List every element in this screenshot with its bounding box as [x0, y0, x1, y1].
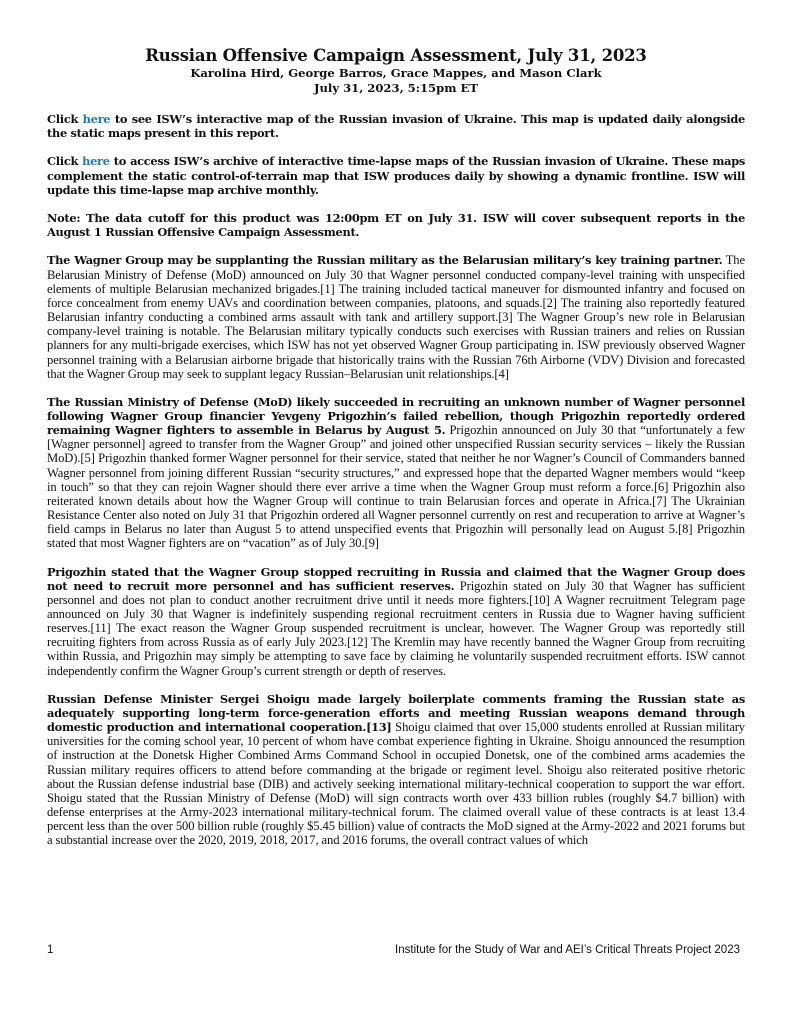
data-cutoff-note: Note: The data cutoff for this product was 12:00pm ET on July 31. ISW will cover subsequent reports in the August 1 Russian Offensive Campaign Assessment.: [47, 211, 745, 240]
section-lead: Russian Defense Minister Sergei Shoigu made largely boilerplate comments framing the Russian state as adequately supporting long-term force-generation efforts and meeting Russian weapons demand through domestic production and international cooperation.[13]: [47, 691, 745, 735]
section-lead: The Wagner Group may be supplanting the Russian military as the Belarusian military’s key training partner.: [47, 253, 723, 268]
document-date: July 31, 2023, 5:15pm ET: [314, 81, 478, 95]
section-paragraph: [47, 395, 745, 551]
section-body: Shoigu claimed that over 15,000 students enrolled at Russian military universities for the coming school year, 10 percent of whom have combat experience fighting in Ukraine. Shoigu announced the resumption of instruction at the Donetsk Higher Combined Arms Command School in occupied Donetsk, one of the combined arms academies the Russian military requires officers to attend before commanding at the brigade or regiment level. Shoigu also reiterated positive rhetoric about the Russian defense industrial base (DIB) and actively seeking international military-technical cooperation to support the war effort. Shoigu stated that the Russian Ministry of Defense (MoD) will sign contracts worth over 433 billion rubles (roughly $4.7 billion) with defense enterprises at the Army-2023 international military-technical forum. The claimed overall value of these contracts is at least 13.4 percent less than the over 500 billion ruble (roughly $5.45 billion) value of contracts the MoD signed at the Army-2022 and 2021 forums but a substantial increase over the 2020, 2019, 2018, 2017, and 2016 forums, the overall contract values of which: [47, 720, 745, 848]
section-body: Prigozhin stated on July 30 that Wagner has sufficient personnel and does not plan to conduct another recruitment drive until it needs more fighters.[10] A Wagner recruitment Telegram page announced on July 30 that Wagner is indefinitely suspending regional recruitment centers in Russia due to Wagner having sufficient reserves.[11] The exact reason the Wagner Group suspended recruitment is unclear, however. The Wagner Group was reportedly still recruiting fighters from across Russia as of early July 2023.[12] The Kremlin may have recently banned the Wagner Group from recruiting within Russia, and Prigozhin may simply be attempting to save face by claiming he voluntarily suspended recruitment efforts. ISW cannot independently confirm the Wagner Group’s current strength or depth of reserves.: [47, 578, 745, 678]
section-body: Prigozhin announced on July 30 that “unfortunately a few [Wagner personnel] agreed to transfer from the Wagner Group” and joined other unspecified Russian security services – likely the Russian MoD).[5] Prigozhin thanked former Wagner personnel for their service, stated that neither he nor Wagner’s Council of Commanders banned Wagner personnel from joining different Russian “security structures,” and expressed hope that the departed Wagner members would “keep in touch” so that they can rejoin Wagner should there ever arrive a time when the Wagner Group must reform a force.[6] Prigozhin also reiterated known details about how the Wagner Group will continue to train Belarusian forces and operate in Africa.[7] The Ukrainian Resistance Center also noted on July 31 that Prigozhin ordered all Wagner personnel currently on rest and recuperation to arrive at Wagner’s field camps in Belarus no later than August 5 to attend unspecified events that Prigozhin will personally lead on August 5.[8] Prigozhin stated that most Wagner fighters are on “vacation” as of July 30.[9]: [47, 423, 745, 551]
section-paragraph: [47, 253, 745, 380]
intro-paragraph-map: Click here to see ISW’s interactive map of the Russian invasion of Ukraine. This map is updated daily alongside the static maps present in this report.: [47, 112, 745, 141]
document-header: [47, 46, 745, 96]
section-body: The Belarusian Ministry of Defense (MoD) announced on July 30 that Wagner personnel conducted company-level training with unspecified elements of multiple Belarusian mechanized brigades.[1] The training included tactical maneuver for dismounted infantry and focused on force concealment from enemy UAVs and coordination between companies, platoons, and squads.[2] The training also reportedly featured Belarusian infantry conducting a combined arms assault with tank and artillery support.[3] The Wagner Group’s new role in Belarusian company-level training is notable. The Belarusian military typically conducts such exercises with Russian trainers and relies on Russian planners for any multi-brigade exercises, which ISW has not yet observed Wagner Group participating in. ISW previously observed Wagner personnel training with a Belarusian airborne brigade that historically trains with the Russian 76th Airborne (VDV) Division and forecasted that the Wagner Group may seek to supplant legacy Russian–Belarusian unit relationships.[4]: [47, 253, 745, 381]
document-title: Russian Offensive Campaign Assessment, July 31, 2023: [145, 46, 647, 65]
page-number: 1: [47, 944, 54, 956]
document-page: [47, 46, 745, 848]
intro-paragraph-archive: Click here to access ISW’s archive of interactive time-lapse maps of the Russian invasion of Ukraine. These maps complement the static control-of-terrain map that ISW produces daily by showing a dynamic frontline. ISW will update this time-lapse map archive monthly.: [47, 154, 745, 197]
interactive-map-link[interactable]: here: [82, 112, 111, 126]
section-lead: Prigozhin stated that the Wagner Group stopped recruiting in Russia and claimed that the Wagner Group does not need to recruit more personnel and has sufficient reserves.: [47, 564, 745, 593]
timelapse-archive-link[interactable]: here: [82, 154, 110, 169]
section-lead: The Russian Ministry of Defense (MoD) likely succeeded in recruiting an unknown number of Wagner personnel following Wagner Group financier Yevgeny Prigozhin’s failed rebellion, though Prigozhin reportedly ordered remaining Wagner fighters to assemble in Belarus by August 5.: [47, 394, 745, 438]
section-paragraph: [47, 692, 745, 848]
section-paragraph: [47, 565, 745, 678]
document-authors: Karolina Hird, George Barros, Grace Mappes, and Mason Clark: [190, 66, 602, 80]
footer-organization: Institute for the Study of War and AEI’s Critical Threats Project 2023: [395, 944, 740, 956]
